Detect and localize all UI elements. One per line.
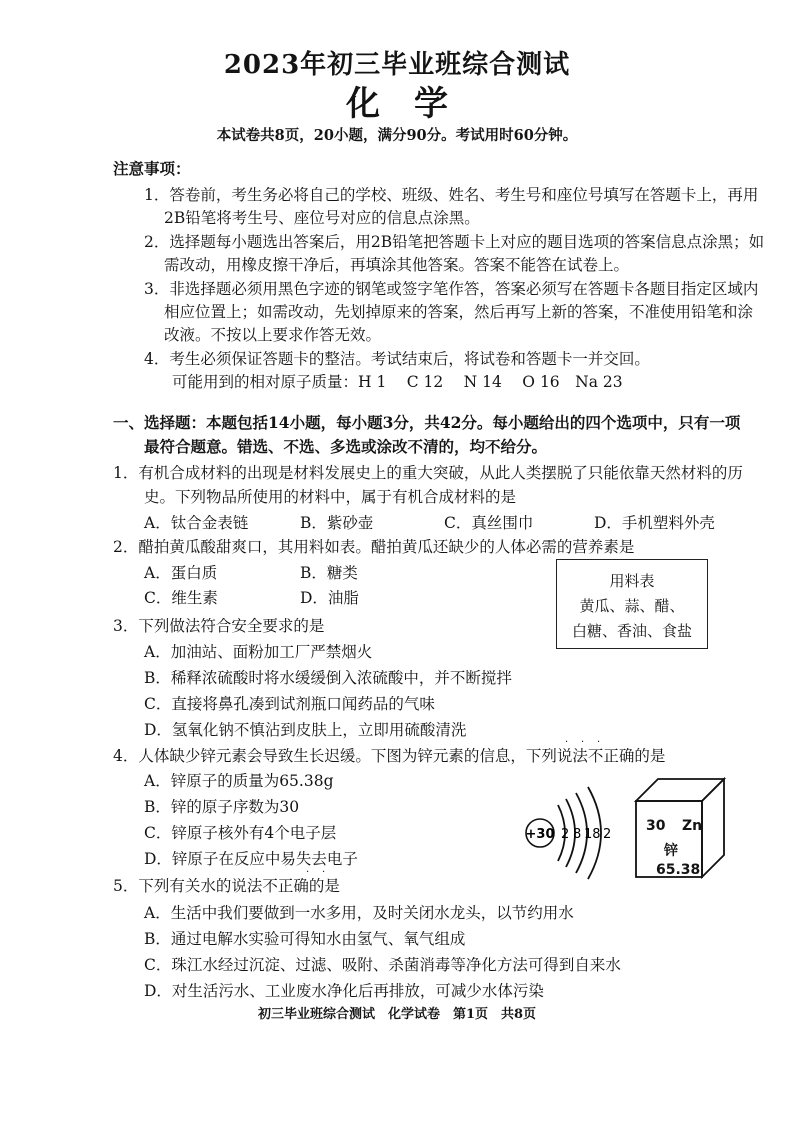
- shell-electrons: 2: [561, 827, 570, 842]
- q4-option-c: C．锌原子核外有4个电子层: [144, 824, 337, 842]
- page-footer: 初三毕业班综合测试 化学试卷 第1页 共8页: [257, 1007, 537, 1022]
- note-line: 3．非选择题必须用黑色字迹的钢笔或签字笔作答，答案必须写在答题卡各题目指定区域内: [144, 280, 759, 298]
- q5-option-a: A．生活中我们要做到一水多用，及时关闭水龙头，以节约用水: [144, 904, 574, 922]
- section-heading-2: 最符合题意。错选、不选、多选或涂改不清的，均不给分。: [144, 437, 548, 456]
- emphasis-dots: · ·: [306, 867, 326, 878]
- shell-electrons: 8: [573, 827, 582, 842]
- q2-option-c: C．维生素: [144, 589, 218, 607]
- nucleus-charge: +30: [525, 827, 555, 842]
- q1-stem-2: 史。下列物品所使用的材料中，属于有机合成材料的是: [144, 488, 517, 506]
- q4-option-a: A．锌原子的质量为65.38g: [144, 772, 334, 790]
- table-line: 黄瓜、蒜、醋、: [579, 597, 685, 615]
- q3-option-d: D．氢氧化钠不慎沾到皮肤上，立即用硫酸清洗: [144, 721, 467, 739]
- notes-heading: 注意事项：: [113, 159, 191, 178]
- emphasis-dots: · · ·: [565, 737, 601, 748]
- shell-electrons: 2: [603, 827, 612, 842]
- q5-option-b: B．通过电解水实验可得知水由氢气、氧气组成: [144, 930, 466, 948]
- q1-option-d: D．手机塑料外壳: [594, 514, 715, 532]
- exam-title: 2023年初三毕业班综合测试: [223, 50, 571, 80]
- q2-option-d: D．油脂: [300, 589, 359, 607]
- cube-top: [636, 779, 724, 801]
- q2-option-b: B．糖类: [300, 564, 358, 582]
- q2-stem: 2．醋拍黄瓜酸甜爽口，其用料如表。醋拍黄瓜还缺少的人体必需的营养素是: [113, 538, 635, 556]
- note-line: 2B铅笔将考生号、座位号对应的信息点涂黑。: [164, 209, 480, 227]
- element-symbol: Zn: [682, 818, 703, 834]
- q4-stem: 4．人体缺少锌元素会导致生长迟缓。下图为锌元素的信息，下列说法不正确的是: [113, 747, 666, 765]
- q2-option-a: A．蛋白质: [144, 564, 218, 582]
- q1-stem: 1．有机合成材料的出现是材料发展史上的重大突破，从此人类摆脱了只能依靠天然材料的历: [113, 464, 743, 482]
- q3-option-a: A．加油站、面粉加工厂严禁烟火: [144, 643, 373, 661]
- atom-structure-diagram: [520, 775, 630, 885]
- note-line: 改液。不按以上要求作答无效。: [164, 326, 382, 344]
- q3-stem: 3．下列做法符合安全要求的是: [113, 617, 325, 635]
- section-heading: 一、选择题：本题包括14小题，每小题3分，共42分。每小题给出的四个选项中，只有一项: [113, 413, 741, 432]
- q5-stem: 5．下列有关水的说法不正确的是: [113, 877, 340, 895]
- q5-option-c: C．珠江水经过沉淀、过滤、吸附、杀菌消毒等净化方法可得到自来水: [144, 956, 621, 974]
- table-title: 用料表: [609, 572, 655, 590]
- q5-option-d: D．对生活污水、工业废水净化后再排放，可减少水体污染: [144, 982, 544, 1000]
- q1-option-b: B．紫砂壶: [300, 514, 374, 532]
- note-line: 相应位置上；如需改动，先划掉原来的答案，然后再写上新的答案，不准使用铅笔和涂: [164, 303, 754, 321]
- exam-info: 本试卷共8页，20小题，满分90分。考试用时60分钟。: [216, 127, 578, 144]
- atomic-mass-line: 可能用到的相对原子质量：H 1 C 12 N 14 O 16 Na 23: [172, 373, 623, 391]
- note-line: 需改动，用橡皮擦干净后，再填涂其他答案。答案不能答在试卷上。: [164, 256, 630, 274]
- atomic-mass: 65.38: [656, 862, 701, 878]
- note-line: 4．考生必须保证答题卡的整洁。考试结束后，将试卷和答题卡一并交回。: [144, 350, 650, 368]
- q3-option-b: B．稀释浓硫酸时将水缓缓倒入浓硫酸中，并不断搅拌: [144, 669, 512, 687]
- subject-title: 化学: [346, 84, 482, 124]
- table-line: 白糖、香油、食盐: [571, 622, 692, 640]
- q4-option-b: B．锌的原子序数为30: [144, 798, 300, 816]
- q1-option-a: A．钛合金表链: [144, 514, 249, 532]
- note-line: 1．答卷前，考生务必将自己的学校、班级、姓名、考生号和座位号填写在答题卡上，再用: [144, 186, 759, 204]
- q1-option-c: C．真丝围巾: [444, 514, 534, 532]
- ingredient-table: [556, 559, 708, 649]
- q3-option-c: C．直接将鼻孔凑到试剂瓶口闻药品的气味: [144, 695, 435, 713]
- note-line: 2．选择题每小题选出答案后，用2B铅笔把答题卡上对应的题目选项的答案信息点涂黑；如: [144, 233, 765, 251]
- atomic-number: 30: [646, 818, 666, 834]
- element-name: 锌: [664, 843, 678, 859]
- cube-side: [702, 779, 724, 877]
- shell-electrons: 18: [584, 827, 601, 842]
- q4-option-d: D．锌原子在反应中易失去电子: [144, 850, 358, 868]
